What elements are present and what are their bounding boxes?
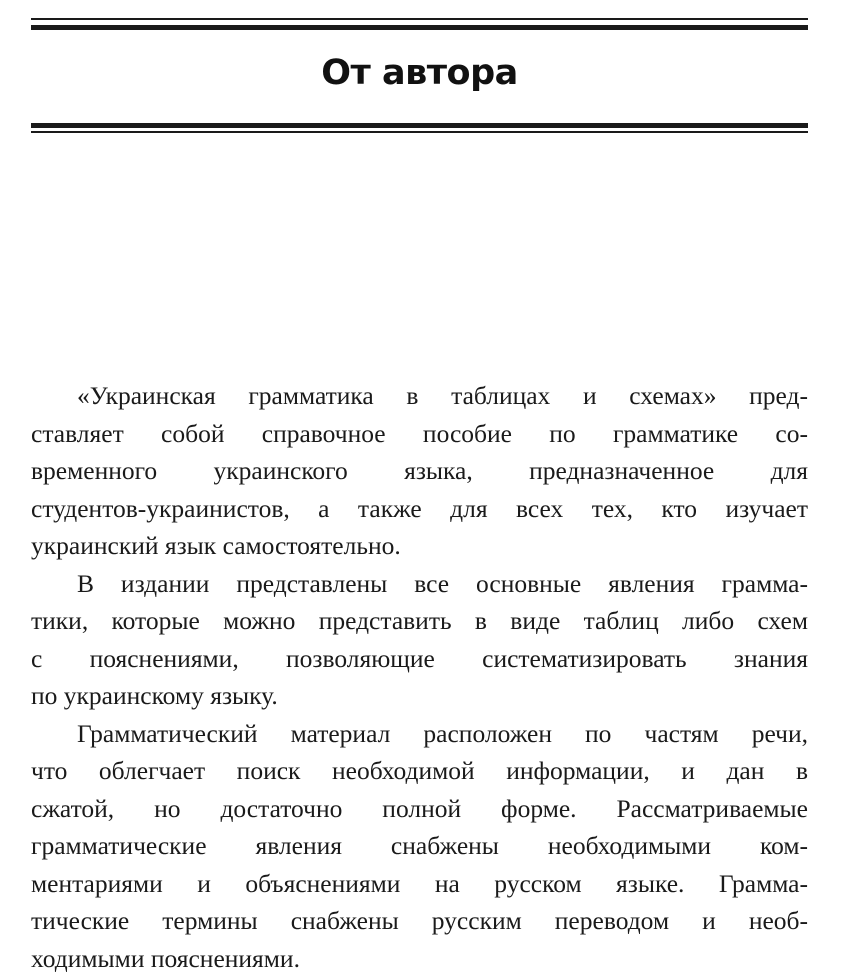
text-line: по украинскому языку. [31,677,808,715]
top-rule-thick [31,25,808,30]
text-line: ментариями и объяснениями на русском языке. Грамма- [31,865,808,903]
text-line: тические термины снабжены русским переводом и необ- [31,902,808,940]
text-line: студентов-украинистов, а также для всех тех, кто изучает [31,490,808,528]
text-line: ставляет собой справочное пособие по грамматике со- [31,415,808,453]
text-line: тики, которые можно представить в виде таблиц либо схем [31,602,808,640]
text-line: В издании представлены все основные явления грамма- [31,565,808,603]
text-line: что облегчает поиск необходимой информации, и дан в [31,752,808,790]
bottom-rule-thin [31,131,808,133]
text-line: временного украинского языка, предназначенное для [31,452,808,490]
text-line: ходимыми пояснениями. [31,940,808,977]
text-line: грамматические явления снабжены необходимыми ком- [31,827,808,865]
text-line: сжатой, но достаточно полной форме. Рассматриваемые [31,790,808,828]
text-line: с пояснениями, позволяющие систематизировать знания [31,640,808,678]
paragraph [31,715,808,977]
text-line: Грамматический материал расположен по частям речи, [31,715,808,753]
text-line: «Украинская грамматика в таблицах и схемах» пред- [31,377,808,415]
bottom-rule-thick [31,123,808,128]
paragraph [31,565,808,715]
foreword-text [31,377,808,977]
text-line: украинский язык самостоятельно. [31,527,808,565]
top-rule-thin [31,18,808,20]
page-title: От автора [31,43,808,103]
paragraph [31,377,808,565]
